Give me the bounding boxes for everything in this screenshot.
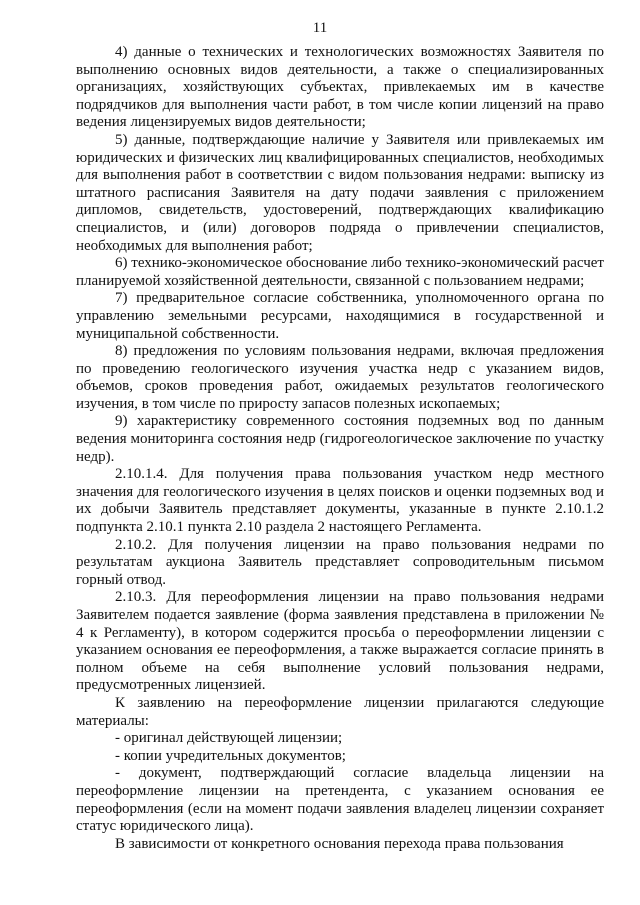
paragraph-2-10-1-4: 2.10.1.4. Для получения права пользования участком недр местного значения для геологического изучения в целях поисков и оценки подземных вод и их добычи Заявитель представляет документы, указанные в пункте 2.10.1.2 подпункта 2.10.1 пункта 2.10 раздела 2 настоящего Регламента. — [76, 466, 604, 536]
paragraph-item-8: 8) предложения по условиям пользования недрами, включая предложения по проведению геологического изучения участка недр с указанием видов, объемов, сроков проведения работ, ожидаемых результатов геологического изучения, в том числе по приросту запасов полезных ископаемых; — [76, 343, 604, 412]
list-item-owner-consent: - документ, подтверждающий согласие владельца лицензии на переоформление лицензии на претендента, с указанием основания ее переоформления (если на момент подачи заявления владелец лицензии сохраняет статус юридического лица). — [76, 765, 604, 835]
paragraph-item-7: 7) предварительное согласие собственника, уполномоченного органа по управлению земельными ресурсами, находящимися в государственной и муниципальной собственности. — [76, 290, 604, 342]
list-item-original-license: - оригинал действующей лицензии; — [115, 730, 343, 747]
paragraph-materials-intro: К заявлению на переоформление лицензии прилагаются следующие материалы: — [76, 694, 604, 729]
list-item-founding-documents: - копии учредительных документов; — [115, 747, 346, 764]
paragraph-2-10-2: 2.10.2. Для получения лицензии на право пользования недрами по результатам аукциона Заявитель представляет сопроводительным письмом горный отвод. — [76, 536, 604, 588]
paragraph-item-9: 9) характеристику современного состояния подземных вод по данным ведения мониторинга состояния недр (гидрогеологическое заключение по участку недр). — [76, 413, 604, 465]
paragraph-item-6: 6) технико-экономическое обоснование либо технико-экономический расчет планируемой хозяйственной деятельности, связанной с пользованием недрами; — [76, 255, 604, 289]
paragraph-item-5: 5) данные, подтверждающие наличие у Заявителя или привлекаемых им юридических и физических лиц квалифицированных специалистов, необходимых для выполнения работ в соответствии с видом пользования недрами: выписку из штатного расписания Заявителя на дату подачи заявления с приложением дипломов, свидетельств, удостоверений, подтверждающих квалификацию специалистов, и (или) договоров подряда о привлечении специалистов, необходимых для выполнения работ; — [76, 131, 604, 254]
paragraph-closing: В зависимости от конкретного основания перехода права пользования — [115, 835, 564, 852]
paragraph-item-4: 4) данные о технических и технологических возможностях Заявителя по выполнению основных видов деятельности, а также о специализированных организациях, хозяйствующих субъектах, привлекаемых им в качестве подрядчиков для выполнения части работ, в том числе копии лицензий на право ведения лицензируемых видов деятельности; — [76, 44, 604, 131]
document-body — [76, 44, 604, 853]
page-number: 11 — [312, 20, 328, 36]
paragraph-2-10-3: 2.10.3. Для переоформления лицензии на право пользования недрами Заявителем подается заявление (форма заявления представлена в приложении № 4 к Регламенту), в котором содержится просьба о переоформлении лицензии с указанием основания ее переоформления, а также выражается согласие принять в полном объеме на себя выполнение условий пользования недрами, предусмотренных лицензией. — [76, 589, 604, 694]
